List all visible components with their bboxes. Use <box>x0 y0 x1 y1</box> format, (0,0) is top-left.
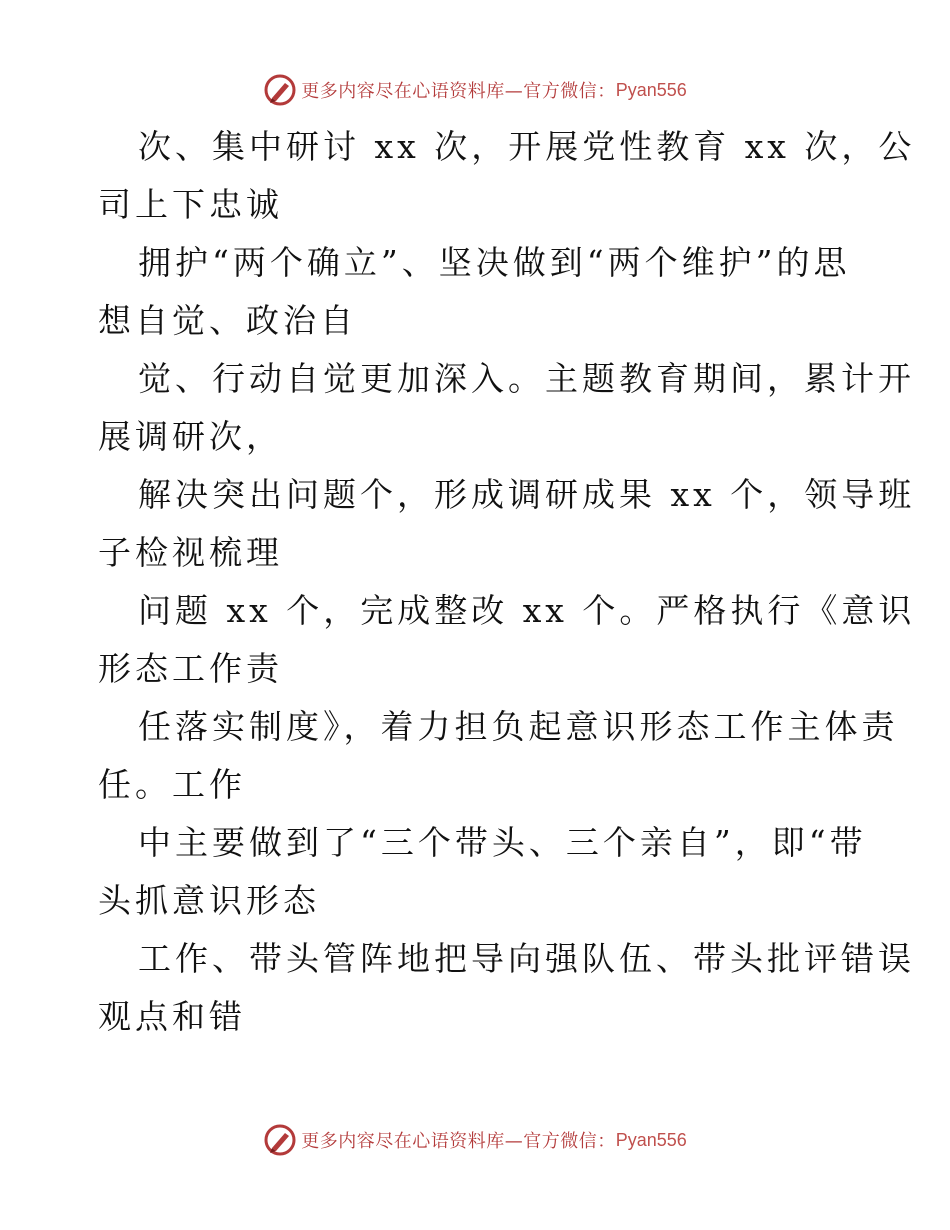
line-continuation: 观点和错 <box>98 997 246 1036</box>
paragraph-line <box>98 582 916 698</box>
line-continuation: 子检视梳理 <box>98 533 283 572</box>
line-continuation: 头抓意识形态 <box>98 881 320 920</box>
line-continuation: 形态工作责 <box>98 649 283 688</box>
line-continuation: 任。工作 <box>98 765 246 804</box>
line-continuation: 展调研次， <box>98 417 283 456</box>
line-first: 觉、行动自觉更加深入。主题教育期间，累计开 <box>138 359 915 398</box>
line-first: 工作、带头管阵地把导向强队伍、带头批评错误 <box>138 939 915 978</box>
paragraph-line <box>98 234 858 350</box>
line-first: 拥护“两个确立”、坚决做到“两个维护”的思 <box>138 243 851 282</box>
footer-banner <box>0 1120 950 1160</box>
paragraph-line <box>98 930 915 1046</box>
header-banner <box>0 70 950 110</box>
line-first: 问题 xx 个，完成整改 xx 个。严格执行《意识 <box>138 591 916 630</box>
banner-text: 更多内容尽在心语资料库—官方微信： <box>301 1131 616 1152</box>
paragraph-line <box>98 118 916 234</box>
document-body <box>98 118 916 1046</box>
paragraph-line <box>98 466 916 582</box>
paragraph-line <box>98 814 867 930</box>
line-first: 任落实制度》，着力担负起意识形态工作主体责 <box>138 707 899 746</box>
line-first: 次、集中研讨 xx 次，开展党性教育 xx 次，公 <box>138 127 916 166</box>
banner-contact: Pyan556 <box>615 1129 687 1150</box>
line-continuation: 想自觉、政治自 <box>98 301 357 340</box>
line-continuation: 司上下忠诚 <box>98 185 283 224</box>
pen-logo-icon <box>263 1123 297 1157</box>
paragraph-line <box>98 698 899 814</box>
line-first: 中主要做到了“三个带头、三个亲自”，即“带 <box>138 823 867 862</box>
line-first: 解决突出问题个，形成调研成果 xx 个，领导班 <box>138 475 916 514</box>
paragraph-line <box>98 350 915 466</box>
banner-text: 更多内容尽在心语资料库—官方微信： <box>301 81 616 102</box>
pen-logo-icon <box>263 73 297 107</box>
banner-contact: Pyan556 <box>615 79 687 100</box>
